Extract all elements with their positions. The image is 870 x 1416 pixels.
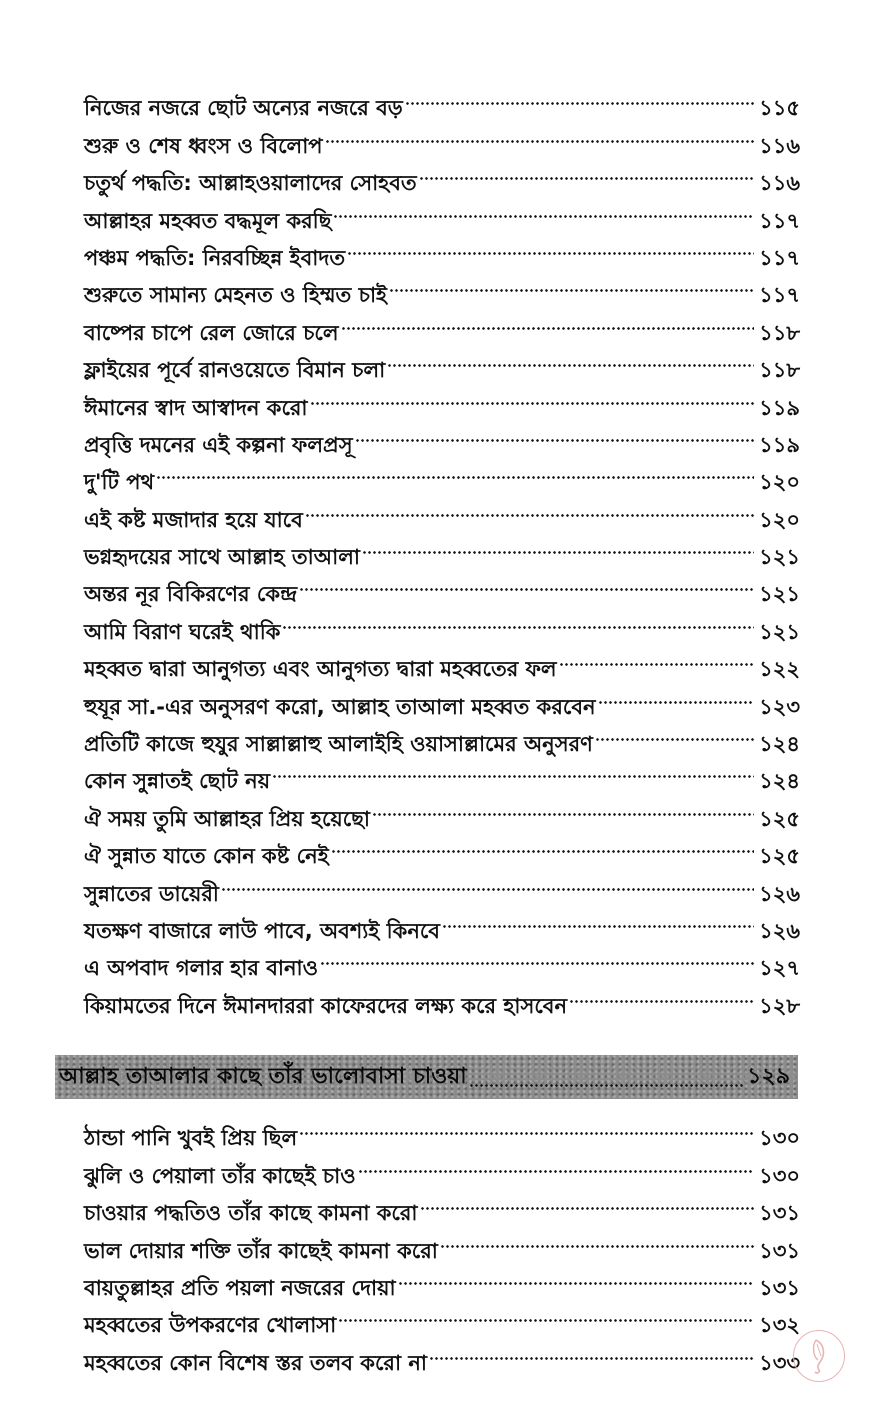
toc-entry-page: ১৩১ [759,1201,800,1226]
toc-entry[interactable] [84,1108,800,1151]
toc-entry-page: ১২০ [759,507,800,532]
toc-entry-title: এ অপবাদ গলার হার বানাও [84,956,319,981]
toc-entry-page: ১৩০ [759,1126,800,1151]
toc-entry-title: মহব্বত দ্বারা আনুগত্য এবং আনুগত্য দ্বারা মহব্বতের ফল [84,657,557,682]
toc-entry-page: ১১৬ [759,171,800,196]
dot-leader [595,714,754,751]
toc-entry-title: মহব্বতের উপকরণের খোলাসা [84,1313,337,1338]
dot-leader [362,527,754,564]
toc-entry-title: অন্তর নূর বিকিরণের কেন্দ্র [84,582,298,607]
toc-entry-title: চতুর্থ পদ্ধতি: আল্লাহওয়ালাদের সোহবত [84,171,417,196]
quill-icon [804,1336,834,1376]
toc-entry-title: মহব্বতের কোন বিশেষ স্তর তলব করো না [84,1350,427,1375]
toc-entry-title: বায়তুল্লাহর প্রতি পয়লা নজরের দোয়া [84,1275,396,1300]
toc-entry-title: শুরুতে সামান্য মেহনত ও হিম্মত চাই [84,283,387,308]
dot-leader [299,564,754,601]
toc-list-second [84,1108,800,1375]
toc-entry-page: ১১৫ [759,96,800,121]
toc-entry[interactable] [84,452,800,495]
dot-leader [320,938,754,975]
toc-entry-page: ১৩১ [759,1275,800,1300]
toc-entry-title: পঞ্চম পদ্ধতি: নিরবচ্ছিন্ন ইবাদত [84,245,346,270]
toc-entry-page: ১২৮ [759,993,800,1018]
toc-entry-title: বাষ্পের চাপে রেল জোরে চলে [84,320,339,345]
dot-leader [355,415,754,452]
toc-entry-title: সুন্নাতের ডায়েরী [84,881,219,906]
dot-leader [440,1220,754,1257]
toc-entry-page: ১২৫ [759,806,800,831]
toc-entry-title: দু'টি পথ [84,470,155,495]
toc-entry[interactable] [84,78,800,121]
dot-leader [559,639,754,676]
toc-entry-title: চাওয়ার পদ্ধতিও তাঁর কাছে কামনা করো [84,1201,418,1226]
toc-entry-page: ১২৭ [759,956,800,981]
toc-entry-title: কোন সুন্নাতই ছোট নয় [84,769,271,794]
dot-leader [420,1183,754,1220]
dot-leader [341,302,754,339]
dot-leader [325,115,754,152]
toc-entry-page: ১২১ [759,619,800,644]
toc-entry-title: নিজের নজরে ছোট অন্যের নজরে বড় [84,96,403,121]
toc-entry-page: ১২৬ [759,881,800,906]
toc-entry-title: কিয়ামতের দিনে ঈমানদাররা কাফেরদের লক্ষ্য করে হাসবেন [84,993,567,1018]
dot-leader [442,901,754,938]
section-heading-page: ১২৯ [747,1063,790,1089]
toc-entry-page: ১১৭ [759,283,800,308]
quill-circle-icon [793,1330,845,1382]
toc-entry-page: ১২১ [759,582,800,607]
toc-entry-page: ১২৩ [759,694,800,719]
toc-entry-page: ১১৮ [759,358,800,383]
dot-leader [598,676,754,713]
toc-entry-page: ১১৭ [759,208,800,233]
toc-entry-title: ভাল দোয়ার শক্তি তাঁর কাছেই কামনা করো [84,1238,438,1263]
toc-entry-page: ১১৯ [759,432,800,457]
dot-leader [469,1055,744,1099]
dot-leader [419,153,754,190]
toc-entry-page: ১১৭ [759,245,800,270]
toc-list-first [84,78,800,1018]
toc-entry-page: ১১৮ [759,320,800,345]
toc-entry-title: প্রবৃত্তি দমনের এই কল্পনা ফলপ্রসূ [84,432,353,457]
dot-leader [338,1295,754,1332]
toc-entry-page: ১২৪ [759,769,800,794]
section-heading-title: আল্লাহ তাআলার কাছে তাঁর ভালোবাসা চাওয়া [59,1063,467,1089]
dot-leader [372,788,754,825]
toc-entry-page: ১১৬ [759,133,800,158]
dot-leader [398,1258,754,1295]
toc-entry-title: এই কষ্ট মজাদার হয়ে যাবে [84,507,303,532]
dot-leader [358,1145,754,1182]
toc-entry-title: আমি বিরাণ ঘরেই থাকি [84,619,281,644]
dot-leader [405,78,754,115]
toc-entry-page: ১৩২ [759,1313,800,1338]
toc-entry-title: ঈমানের স্বাদ আস্বাদন করো [84,395,308,420]
toc-entry-page: ১২০ [759,470,800,495]
toc-entry-title: ঝুলি ও পেয়ালা তাঁর কাছেই চাও [84,1163,356,1188]
dot-leader [387,340,754,377]
dot-leader [569,975,754,1012]
dot-leader [305,489,754,526]
toc-entry-page: ১৩০ [759,1163,800,1188]
toc-entry-page: ১২৪ [759,732,800,757]
dot-leader [429,1332,754,1369]
toc-entry-title: শুরু ও শেষ ধ্বংস ও বিলোপ [84,133,323,158]
dot-leader [347,228,754,265]
toc-entry-title: ভগ্নহৃদয়ের সাথে আল্লাহ তাআলা [84,545,360,570]
dot-leader [389,265,754,302]
toc-entry-page: ১২১ [759,545,800,570]
dot-leader [156,452,754,489]
toc-entry-page: ১২২ [759,657,800,682]
section-heading[interactable] [55,1055,798,1099]
toc-entry[interactable] [84,489,800,532]
toc-entry-title: ঐ সময় তুমি আল্লাহর প্রিয় হয়েছো [84,806,371,831]
toc-entry-page: ১৩১ [759,1238,800,1263]
toc-entry-title: ঠান্ডা পানি খুবই প্রিয় ছিল [84,1126,298,1151]
dot-leader [299,1108,754,1145]
toc-entry-title: ঐ সুন্নাত যাতে কোন কষ্ট নেই [84,844,329,869]
dot-leader [282,601,754,638]
toc-entry-page: ১২৬ [759,918,800,943]
toc-entry-title: হুযূর সা.-এর অনুসরণ করো, আল্লাহ তাআলা মহব্বত করবেন [84,694,596,719]
toc-entry-page: ১২৫ [759,844,800,869]
dot-leader [333,190,754,227]
toc-entry-page: ১৩৩ [759,1350,800,1375]
toc-entry-title: আল্লাহর মহব্বত বদ্ধমূল করছি [84,208,332,233]
dot-leader [310,377,754,414]
toc-entry-title: প্রতিটি কাজে হুযুর সাল্লাল্লাহু আলাইহি ওয়াসাল্লামের অনুসরণ [84,732,593,757]
toc-entry-title: যতক্ষণ বাজারে লাউ পাবে, অবশ্যই কিনবে [84,918,440,943]
dot-leader [331,826,754,863]
dot-leader [272,751,754,788]
dot-leader [221,863,754,900]
toc-entry-title: ফ্লাইয়ের পূর্বে রানওয়েতে বিমান চলা [84,358,386,383]
toc-entry-page: ১১৯ [759,395,800,420]
